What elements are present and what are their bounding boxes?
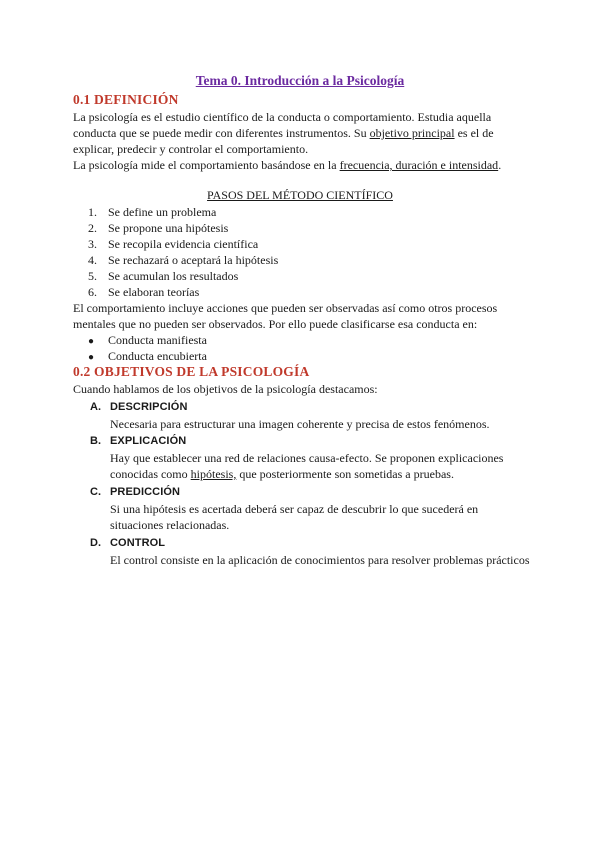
list-item [88,252,278,268]
step-text: Se define un problema [108,205,217,219]
objective-letter: A. [90,401,102,413]
step-text: Se acumulan los resultados [108,269,239,283]
objective-prediccion [90,484,530,533]
measurement-text-b: . [498,158,502,172]
step-text: Se propone una hipótesis [108,221,229,235]
measurement-paragraph [73,157,533,173]
definition-text-b: es el de explicar, predecir y controlar el comportamiento. [73,126,494,156]
objective-title: DESCRIPCIÓN [110,401,188,413]
objective-title: EXPLICACIÓN [110,435,187,447]
list-item [88,348,207,364]
objective-heading [90,399,530,415]
objective-body: El control consiste en la aplicación de conocimientos para resolver problemas prácticos [110,553,530,567]
scientific-method-steps [88,204,278,300]
objective-heading [90,433,530,449]
step-number: 5. [88,269,97,283]
objective-heading [90,484,530,500]
objective-body: Necesaria para estructurar una imagen coherente y precisa de estos fenómenos. [110,417,490,431]
definition-text-a: La psicología es el estudio científico de la conducta o comportamiento. Estudia aquella conducta que se puede medir con diferentes instrumentos. Su [73,110,492,140]
section-heading-objetivos: 0.2 OBJETIVOS DE LA PSICOLOGÍA [73,364,310,379]
objective-body-text-a: Hay que establecer una red de relaciones causa-efecto. Se proponen explicaciones conocidas como [110,451,504,481]
objective-heading [90,535,530,551]
list-item [88,220,278,236]
step-text: Se rechazará o aceptará la hipótesis [108,253,279,267]
bullet-text: Conducta encubierta [108,349,207,363]
behavior-types-list [88,332,207,364]
bullet-icon: ● [88,336,95,347]
behavior-paragraph: El comportamiento incluye acciones que pueden ser observadas así como otros procesos mentales que no pueden ser observados. Por ello puede clasificarse esa conducta en: [73,301,498,331]
objective-letter: B. [90,435,102,447]
step-text: Se recopila evidencia científica [108,237,259,251]
objective-letter: C. [90,486,102,498]
step-text: Se elaboran teorías [108,285,200,299]
document-title: Tema 0. Introducción a la Psicología [195,73,405,88]
section-heading-definicion: 0.1 DEFINICIÓN [73,92,179,107]
step-number: 6. [88,285,97,299]
definition-paragraph [73,109,533,157]
objective-title: CONTROL [110,537,166,549]
list-item [88,268,278,284]
bullet-text: Conducta manifiesta [108,333,207,347]
step-number: 1. [88,205,97,219]
measurement-underlined-terms: frecuencia, duración e intensidad [339,158,499,172]
measurement-text-a: La psicología mide el comportamiento basándose en la [73,158,340,172]
objective-body-text-b: que posteriormente son sometidas a pruebas. [236,467,454,481]
step-number: 4. [88,253,97,267]
objectives-intro: Cuando hablamos de los objetivos de la psicología destacamos: [73,382,378,396]
list-item [88,332,207,348]
list-item [88,236,278,252]
list-item [88,204,278,220]
scientific-method-heading: PASOS DEL MÉTODO CIENTÍFICO [207,188,393,202]
list-item [88,284,278,300]
objective-explicacion [90,433,530,482]
step-number: 2. [88,221,97,235]
objective-descripcion [90,399,530,432]
objective-body [110,450,530,482]
bullet-icon: ● [88,352,95,363]
objective-control [90,535,530,568]
objective-body: Si una hipótesis es acertada deberá ser capaz de descubrir lo que sucederá en situaciones relacionadas. [110,502,479,532]
objective-title: PREDICCIÓN [110,486,181,498]
definition-underlined-objective: objetivo principal [369,126,455,140]
objective-body-underlined: hipótesis, [190,467,237,481]
step-number: 3. [88,237,97,251]
objective-letter: D. [90,537,102,549]
